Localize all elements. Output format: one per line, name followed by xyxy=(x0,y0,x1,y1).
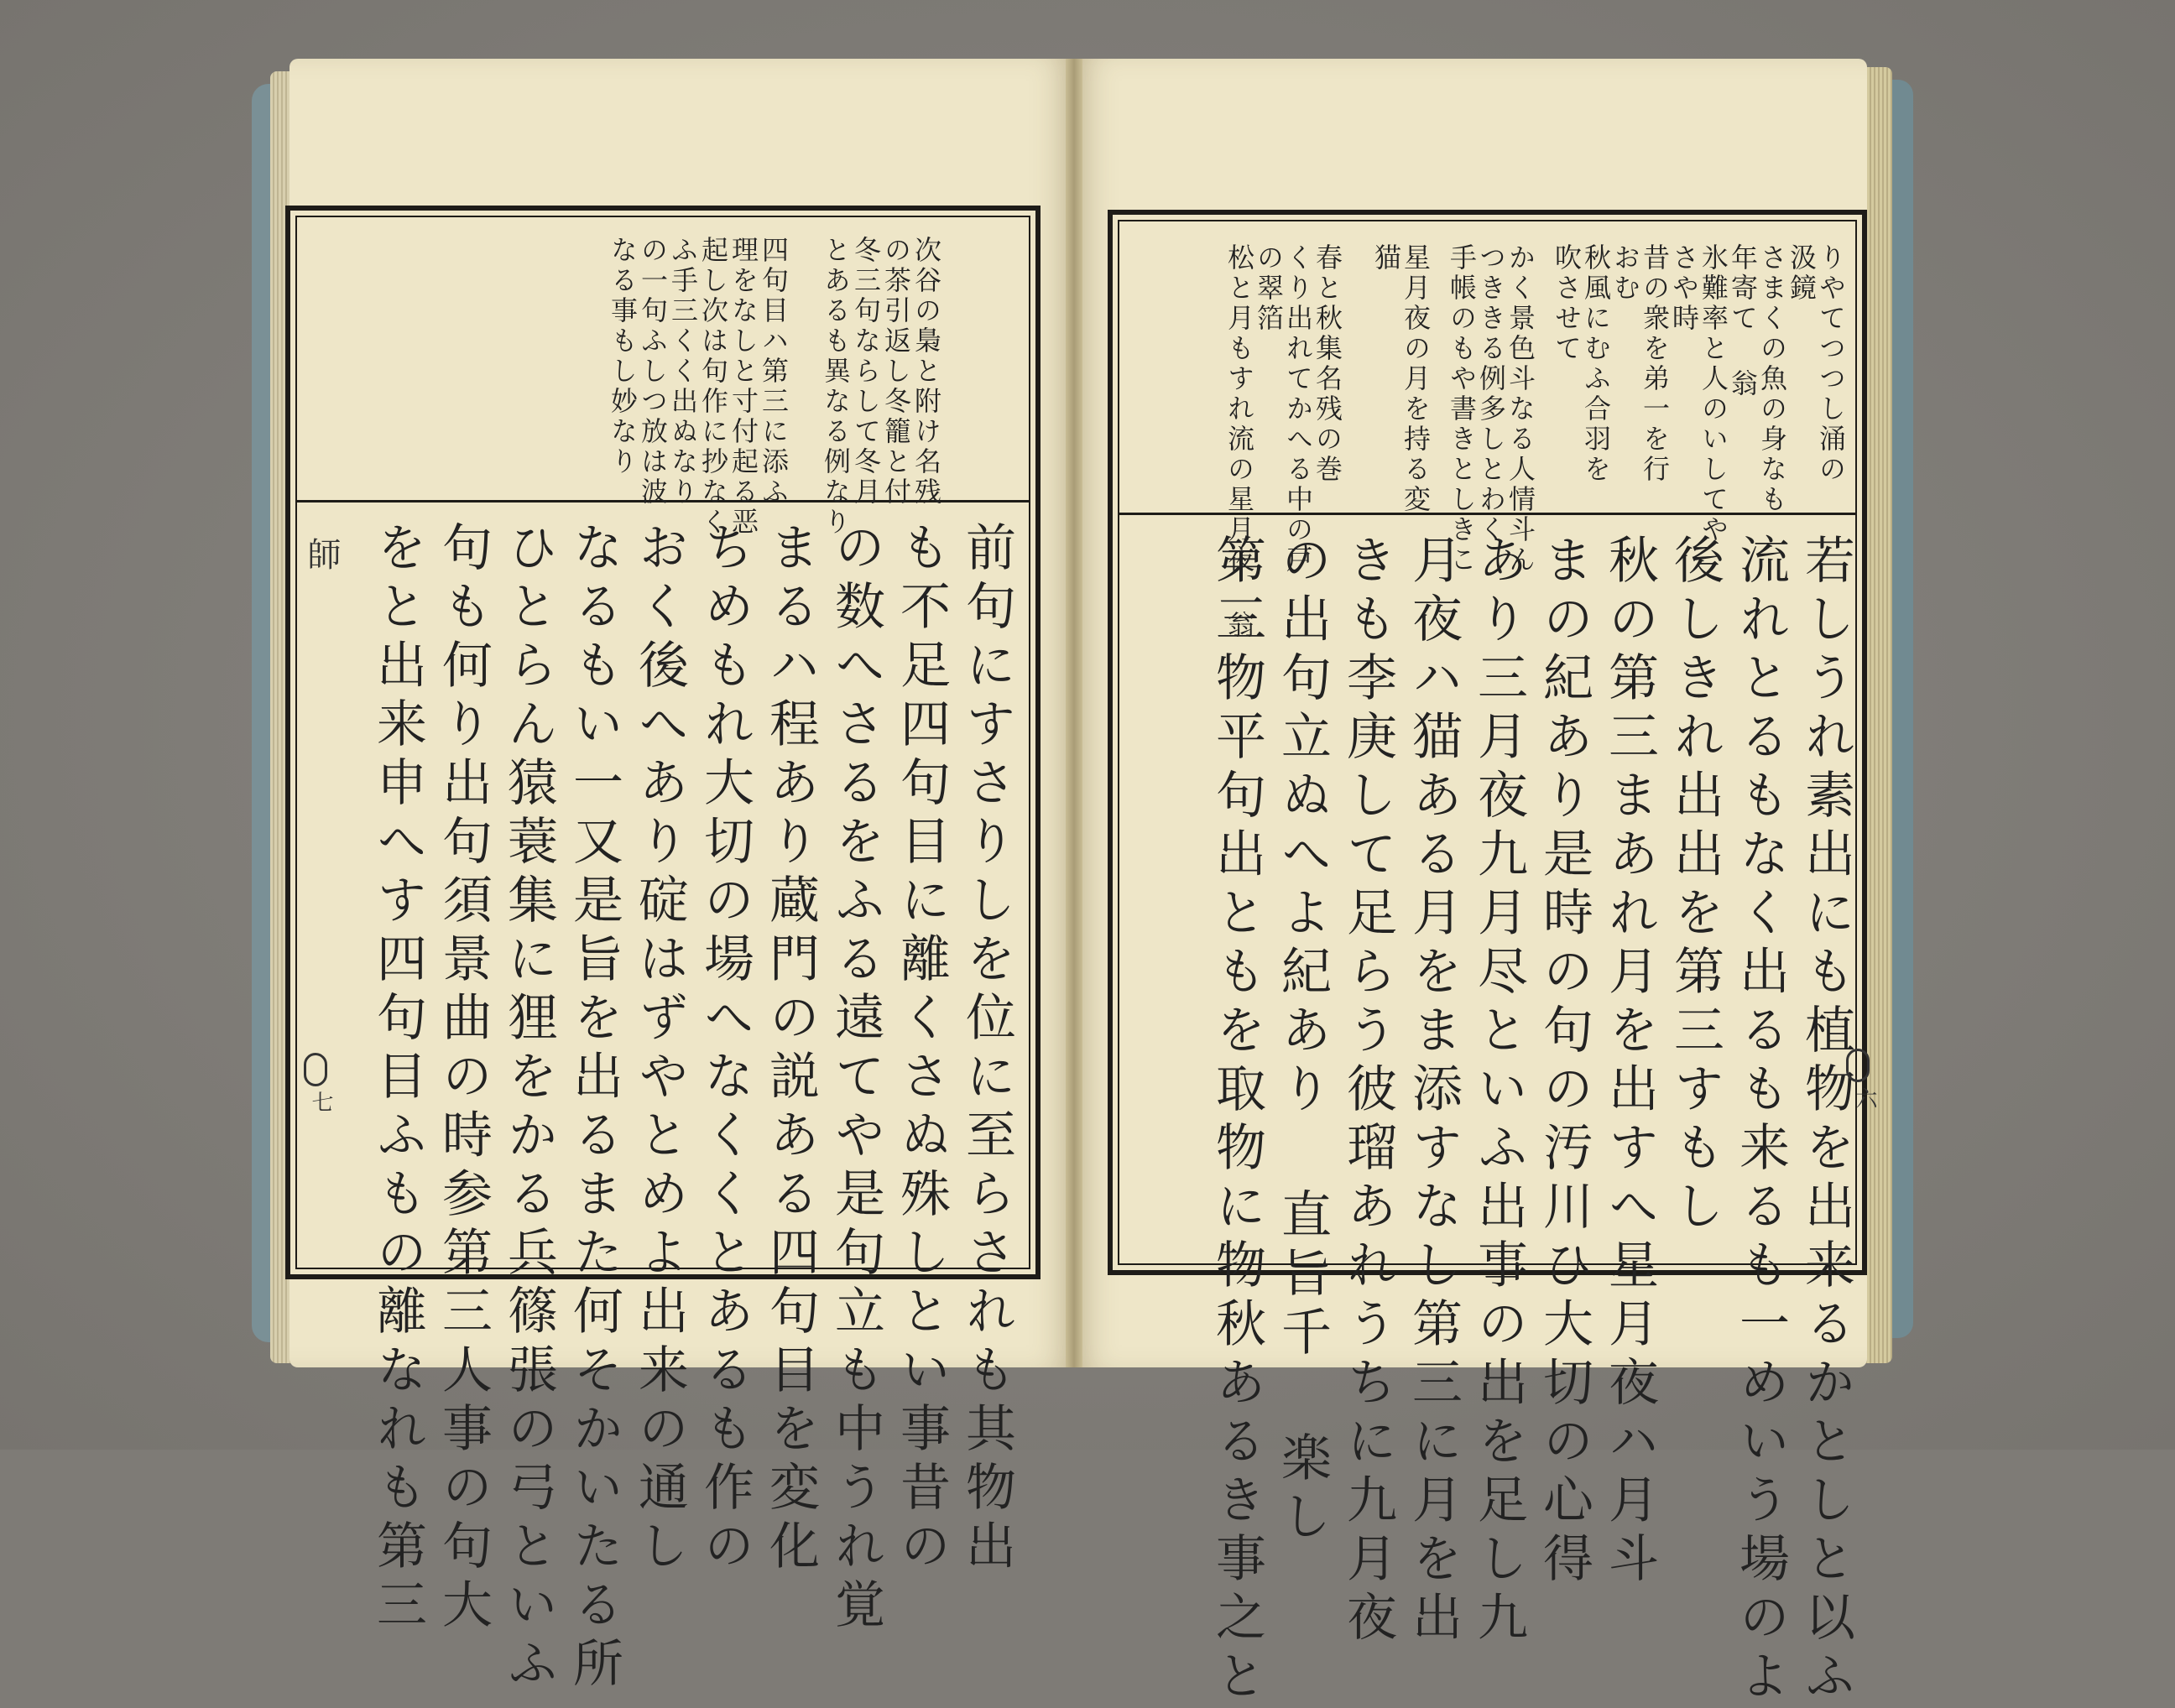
right-note-line: 春と秋集名残の巻 xyxy=(1312,243,1343,485)
right-main-line: 第三物平句出ともを取物に物秋あるき事之と xyxy=(1207,534,1266,1708)
left-main-line: ひとらん猿蓑集に狸をかる兵篠張の弓といふ xyxy=(499,521,558,1695)
left-main-line: をと出来申へす四句目ふもの離なれも第三 xyxy=(368,521,427,1637)
left-main-line: まるハ程あり蔵門の説ある四句目を変化 xyxy=(761,521,820,1578)
right-note-line: くり出れてかへる中の戸 xyxy=(1282,243,1314,575)
right-note-line: さや時 xyxy=(1668,243,1700,334)
right-note-line: 手帳のもや書きとしきこ xyxy=(1446,243,1478,575)
right-note-line: つききる例多しとわく xyxy=(1475,243,1507,545)
left-main-line: 句も何り出句須景曲の時参第三人事の句大 xyxy=(434,521,493,1637)
left-main-line: 前句にすさりしを位に至らされも其物出 xyxy=(957,521,1016,1578)
right-folio-number: 六 xyxy=(1852,1087,1877,1109)
left-main-line: なるもい一又是旨を出るまた何そかいたる所 xyxy=(565,521,623,1695)
right-note-line: さまくの魚の身なも xyxy=(1756,243,1788,515)
left-main-line: ちめもれ大切の場へなくくとあるも作の xyxy=(696,521,754,1578)
right-main-line: まの紀あり是時の句の汚川ひ大切の心得 xyxy=(1535,534,1593,1591)
left-folio-number: 七 xyxy=(308,1091,333,1112)
left-note-line: 四句目ハ第三に添ふ xyxy=(758,236,790,508)
left-note-line: の茶引返し冬籠と付 xyxy=(880,236,912,508)
right-main-line: きも李庚して足らう彼瑠あれうちに九月夜 xyxy=(1338,534,1397,1649)
right-note-line: 星月夜の月を持る変 xyxy=(1400,243,1432,515)
right-main-line: 秋の第三まあれ月を出すへ星月夜ハ月斗 xyxy=(1600,534,1659,1591)
left-note-line: 理をなしと寸付起る恶 xyxy=(728,236,759,538)
right-main-line: 流れとるもなく出るも来るも一めいう場のよ xyxy=(1731,534,1790,1708)
left-text-frame xyxy=(285,206,1041,1695)
right-main-line: 月夜ハ猫ある月をま添すなし第三に月を出 xyxy=(1404,534,1463,1649)
right-text-frame xyxy=(1108,210,1867,1708)
left-main-line: も不足四句目に離くさぬ殊しとい事昔の xyxy=(892,521,951,1578)
left-note-line: 冬三句ならして冬月 xyxy=(850,236,882,508)
right-note-line: の翠箔 xyxy=(1253,243,1285,334)
right-note-line: 猫 xyxy=(1370,243,1402,273)
left-note-line: ふ手三くく出ぬなり xyxy=(667,236,699,508)
right-note-line: 年寄て 翁 xyxy=(1727,243,1759,399)
right-note-line: 秋風にむふ合羽を xyxy=(1580,243,1612,485)
left-note-line: とあるも異なる例なり xyxy=(820,236,852,538)
right-main-line: の出句立ぬへよ紀あり 直旨千 楽し xyxy=(1273,534,1332,1549)
right-note-line: 昔の衆を弟一を行 xyxy=(1639,243,1671,485)
left-margin-label: 師 xyxy=(302,537,341,570)
right-note-line: 松と月もすれ流の星月夜 翁 xyxy=(1223,243,1255,641)
right-note-line: 吹させて xyxy=(1551,243,1583,364)
left-note-line: なる事もし妙なり xyxy=(607,236,639,477)
right-main-line: あり三月夜九月尽といふ出事の出を足し九 xyxy=(1469,534,1528,1649)
right-note-line: 汲鏡 xyxy=(1786,243,1818,304)
right-note-line: 氷難率と人のいしてや xyxy=(1698,243,1729,545)
left-folio-mark xyxy=(304,1053,327,1086)
left-main-line: の数へさるをふる遠てや是句立も中うれ覚 xyxy=(827,521,885,1637)
left-note-line: 起し次は句作に抄なく xyxy=(697,236,729,538)
right-main-line: 若しうれ素出にも植物を出来るかとしと以ふ xyxy=(1797,534,1855,1708)
right-main-line: 後しきれ出出を第三すもし xyxy=(1666,534,1724,1238)
left-note-line: の一句ふしつ放は波 xyxy=(637,236,669,508)
right-note-line: かく景色斗なる人情斗ん xyxy=(1505,243,1536,575)
left-main-line: おく後へあり碇はずやとめよ出来の通し xyxy=(630,521,689,1578)
right-note-line: おむ xyxy=(1609,243,1641,304)
right-folio-mark xyxy=(1846,1049,1870,1082)
book-gutter xyxy=(1066,59,1082,1367)
right-note-line: りやてつつし涌の xyxy=(1815,243,1847,485)
left-note-line: 次谷の梟と附け名残 xyxy=(910,236,942,508)
